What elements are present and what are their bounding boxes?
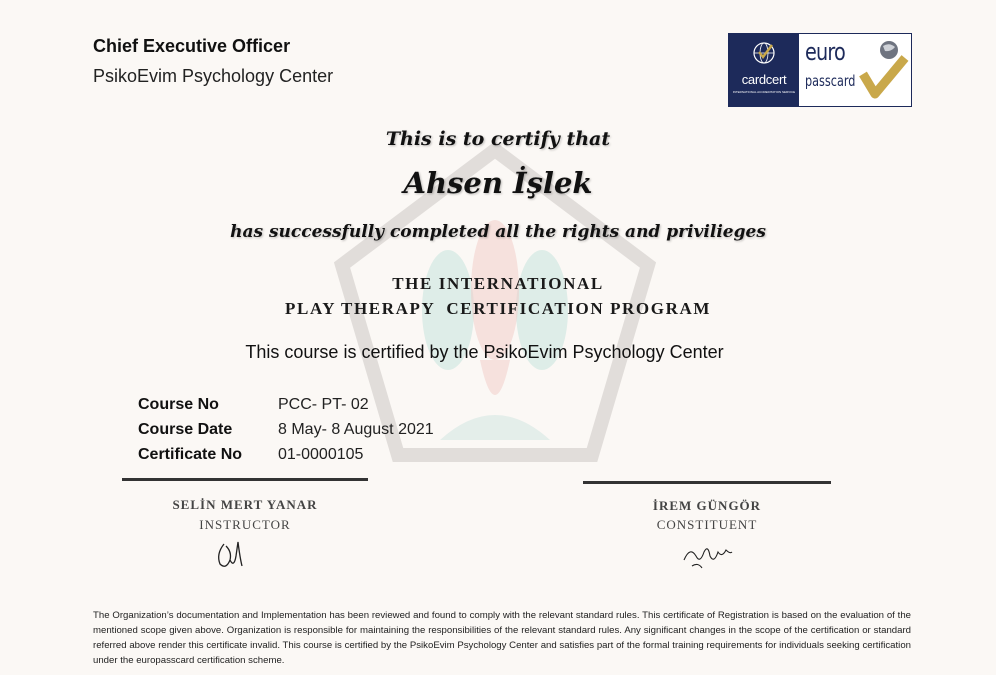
program-title-line-2: PLAY THERAPY CERTIFICATION PROGRAM [285,299,711,318]
instructor-role: INSTRUCTOR [199,517,291,532]
constituent-name: İREM GÜNGÖR [652,498,762,513]
legal-footer: The Organization’s documentation and Implementation has been reviewed and found to comply with the relevant standard rules. This certificate of Registration is based on the evaluation of the mentioned scope given above. Organization is responsible for maintaining the responsibilities of the relevant standard rules. Any significant changes in the scope of the certification or standard referred above render this certificate invalid. This course is certified by the PsikoEvim Psychology Center and satisfies part of the formal training requirements for individuals seeking certification under the europasscard certification scheme. [93,610,911,666]
detail-value: PCC- PT- 02 [278,396,369,413]
cardcert-logo [729,34,799,106]
signature-line-instructor [122,478,368,481]
globe-icon [729,34,799,72]
detail-row-course-no [138,396,498,420]
detail-value: 01-0000105 [278,446,364,463]
recipient-name: Ahsen İşlek [403,166,593,200]
certify-heading: This is to certify that [385,128,611,150]
accreditation-logo [728,33,912,107]
constituent-role: CONSTITUENT [656,517,758,532]
detail-label: Course Date [138,421,233,438]
certified-by-statement: This course is certified by the PsikoEvim Psychology Center [245,342,724,362]
completion-statement: has successfully completed all the rights and privilieges [230,222,766,242]
constituent-signature [680,540,736,570]
check-mark-icon [801,36,909,104]
detail-label: Certificate No [138,446,243,463]
passcard-text: passcard [805,72,856,90]
detail-label: Course No [138,396,219,413]
program-title-line-1: THE INTERNATIONAL [392,274,604,293]
signature-line-constituent [583,481,831,484]
issuer-org: PsikoEvim Psychology Center [93,66,334,86]
issuer-title: Chief Executive Officer [93,36,291,56]
detail-row-course-date [138,421,498,445]
instructor-name: SELİN MERT YANAR [172,497,318,512]
cardcert-subtitle: INTERNATIONAL ACCREDITATION SERVICE [732,90,796,94]
detail-value: 8 May- 8 August 2021 [278,421,434,438]
detail-row-certificate-no [138,446,498,470]
euro-text: euro [805,38,845,66]
cardcert-name: cardcert [741,72,787,87]
europasscard-logo [801,36,909,104]
instructor-signature [214,538,248,574]
